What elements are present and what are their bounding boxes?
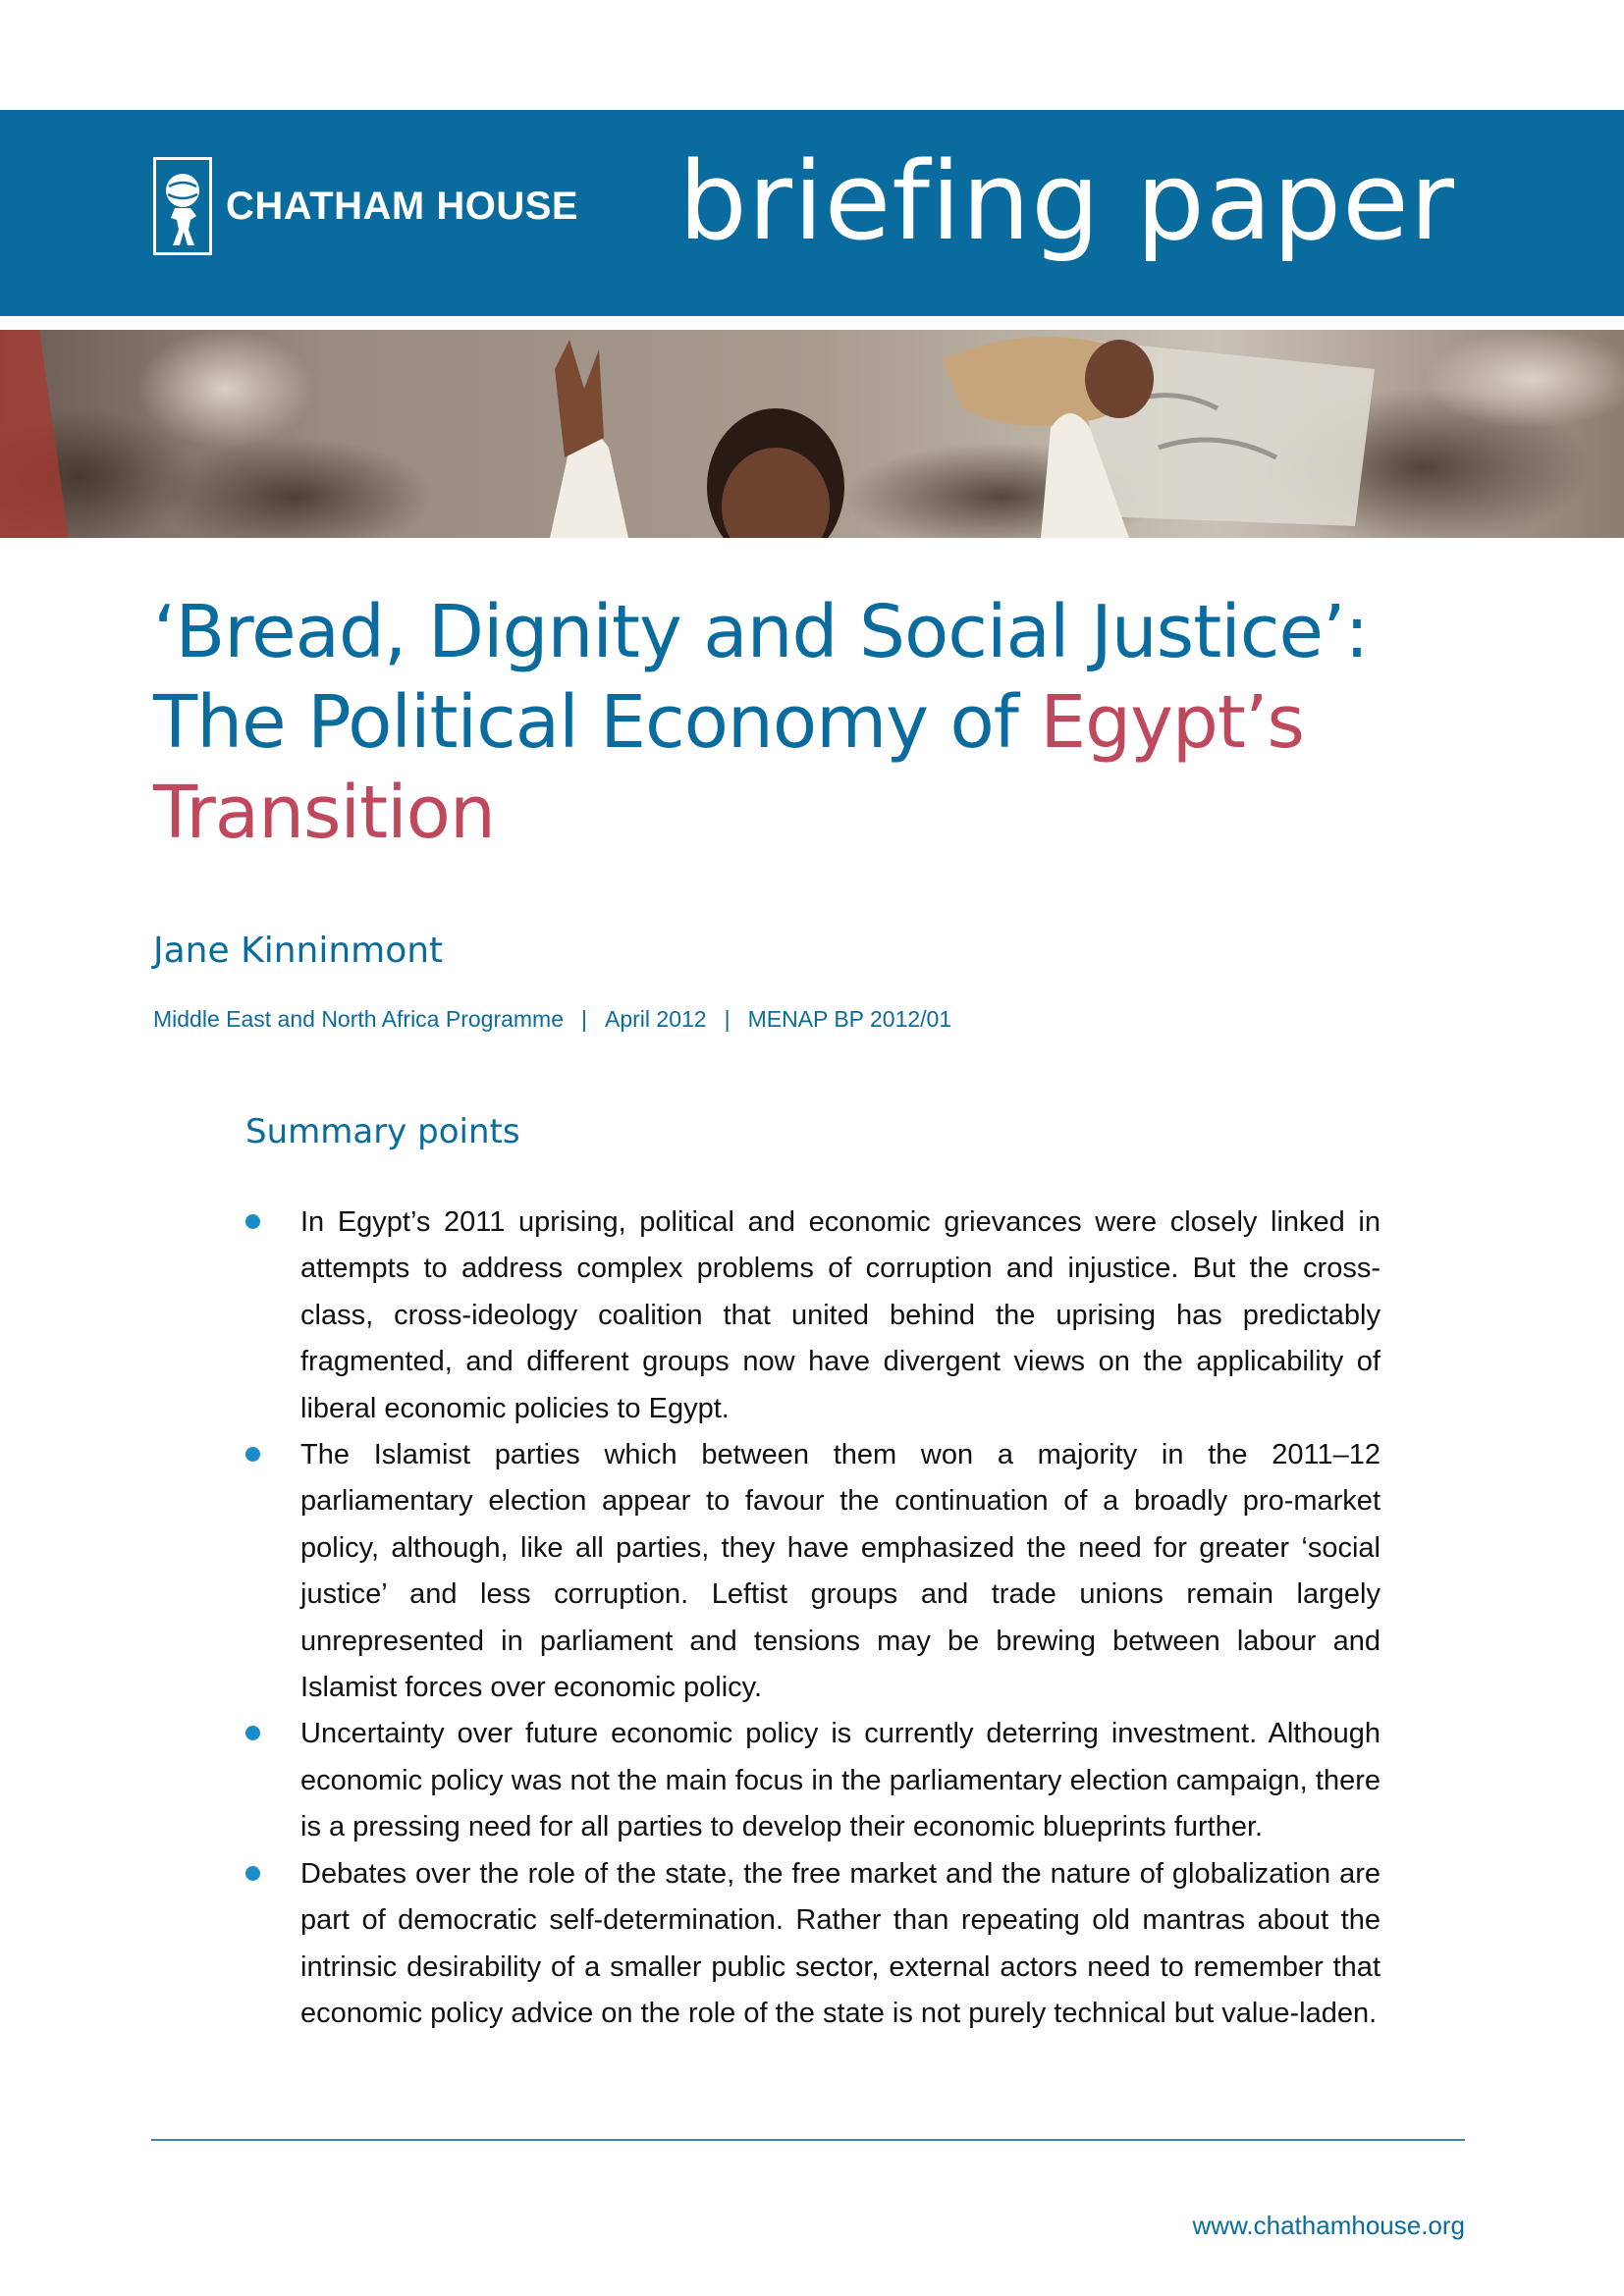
header-banner (0, 110, 1624, 316)
title-accent-egypt: Egypt’s (1040, 680, 1304, 765)
summary-point (245, 1200, 1380, 1432)
meta-separator: | (724, 1006, 731, 1032)
summary-point-text: In Egypt’s 2011 uprising, political and economic grievances were closely linked in attempts to address complex problems of corruption and injustice. But the cross-class, cross-ideology coalition that united behind the uprising has predictably fragmented, and different groups now have divergent views on the applicability of liberal economic policies to Egypt. (300, 1206, 1380, 1424)
website-link[interactable]: www.chathamhouse.org (1192, 2211, 1465, 2240)
summary-point (245, 1711, 1380, 1850)
summary-point-text: Uncertainty over future economic policy is currently deterring investment. Although economic policy was not the main focus in the parliamentary election campaign, there is a pressing need for all parties to develop their economic blueprints further. (300, 1718, 1380, 1843)
publication-meta (153, 1006, 951, 1033)
summary-point (245, 1432, 1380, 1711)
title-accent-transition: Transition (153, 771, 495, 855)
title-line-2: The Political Economy of (153, 680, 1041, 765)
logo-text: CHATHAM HOUSE (226, 184, 579, 228)
programme-name: Middle East and North Africa Programme (153, 1006, 565, 1032)
chatham-house-logo[interactable] (153, 157, 578, 255)
author-name: Jane Kinninmont (153, 931, 444, 971)
summary-heading: Summary points (245, 1112, 520, 1151)
title-line-1: ‘Bread, Dignity and Social Justice’: (153, 590, 1369, 674)
bullet-icon (245, 1726, 260, 1740)
cover-photo (0, 330, 1624, 538)
publication-type: briefing paper (677, 138, 1455, 264)
bullet-icon (245, 1447, 260, 1462)
publication-reference: MENAP BP 2012/01 (747, 1006, 952, 1032)
meta-separator: | (581, 1006, 587, 1032)
publication-date: April 2012 (605, 1006, 707, 1032)
document-title (153, 587, 1508, 858)
summary-points-list (245, 1200, 1380, 2037)
bullet-icon (245, 1866, 260, 1881)
summary-point-text: Debates over the role of the state, the free market and the nature of globalization are part of democratic self-determination. Rather than repeating old mantras about the intrinsic desirability of a smaller public sector, external actors need to remember that economic policy advice on the role of the state is not purely technical but value-laden. (300, 1857, 1380, 2029)
bullet-icon (245, 1214, 260, 1229)
atlas-globe-icon (153, 157, 212, 255)
footer-divider (151, 2139, 1465, 2141)
summary-point-text: The Islamist parties which between them won a majority in the 2011–12 parliamentary election appear to favour the continuation of a broadly pro-market policy, although, like all parties, they have emphasized the need for greater ‘social justice’ and less corruption. Leftist groups and trade unions remain largely unrepresented in parliament and tensions may be brewing between labour and Islamist forces over economic policy. (300, 1439, 1380, 1704)
summary-point (245, 1851, 1380, 2038)
